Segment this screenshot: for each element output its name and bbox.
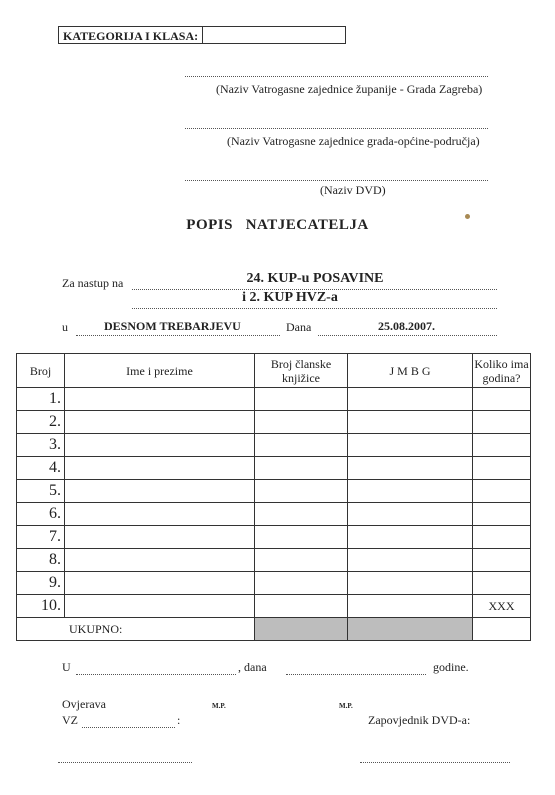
- name-cell[interactable]: [65, 480, 255, 503]
- table-row: [17, 457, 531, 480]
- col-header-broj: Broj: [17, 354, 65, 388]
- name-cell[interactable]: [65, 595, 255, 618]
- competitors-table: [16, 353, 531, 641]
- page-title: POPIS NATJECATELJA: [186, 217, 369, 233]
- category-value-field[interactable]: [203, 27, 345, 43]
- jmbg-cell[interactable]: [348, 480, 473, 503]
- event-label: Za nastup na: [62, 276, 124, 290]
- location-prefix: u: [62, 320, 68, 334]
- member-card-cell[interactable]: [255, 503, 348, 526]
- table-row: [17, 503, 531, 526]
- name-cell[interactable]: [65, 503, 255, 526]
- city-caption: (Naziv Vatrogasne zajednice grada-općine-područja): [227, 134, 480, 148]
- age-cell[interactable]: [473, 457, 531, 480]
- jmbg-cell[interactable]: [348, 526, 473, 549]
- jmbg-cell[interactable]: [348, 503, 473, 526]
- table-row: [17, 388, 531, 411]
- jmbg-cell[interactable]: [348, 595, 473, 618]
- age-cell[interactable]: [473, 480, 531, 503]
- total-row: [17, 618, 531, 641]
- category-label: KATEGORIJA I KLASA:: [59, 27, 203, 43]
- member-card-cell[interactable]: [255, 434, 348, 457]
- age-cell[interactable]: [473, 549, 531, 572]
- col-header-jmbg: J M B G: [348, 354, 473, 388]
- table-row: [17, 595, 531, 618]
- county-line[interactable]: [185, 76, 488, 77]
- age-cell[interactable]: [473, 411, 531, 434]
- name-cell[interactable]: [65, 411, 255, 434]
- name-cell[interactable]: [65, 526, 255, 549]
- col-header-name: Ime i prezime: [65, 354, 255, 388]
- jmbg-cell[interactable]: [348, 411, 473, 434]
- total-gray-cell: [348, 618, 473, 641]
- age-cell[interactable]: [473, 572, 531, 595]
- member-card-cell[interactable]: [255, 480, 348, 503]
- event-name-line1: 24. KUP-u POSAVINE: [246, 271, 384, 286]
- total-age-cell[interactable]: [473, 618, 531, 641]
- member-card-cell[interactable]: [255, 549, 348, 572]
- jmbg-cell[interactable]: [348, 457, 473, 480]
- jmbg-cell[interactable]: [348, 549, 473, 572]
- jmbg-cell[interactable]: [348, 388, 473, 411]
- age-cell[interactable]: [473, 434, 531, 457]
- name-cell[interactable]: [65, 388, 255, 411]
- member-card-cell[interactable]: [255, 595, 348, 618]
- vz-signature-field[interactable]: [82, 727, 175, 728]
- row-number: 2.: [17, 411, 65, 434]
- year-suffix-label: godine.: [433, 660, 469, 674]
- place-field[interactable]: [76, 674, 236, 675]
- vz-colon: :: [177, 713, 181, 727]
- location-rule: [76, 335, 280, 336]
- vz-label: VZ: [62, 713, 78, 727]
- row-number: 7.: [17, 526, 65, 549]
- row-number: 4.: [17, 457, 65, 480]
- table-row: [17, 411, 531, 434]
- stamp-place-left: M.P.: [212, 702, 226, 710]
- date-prefix-label: , dana: [238, 660, 267, 674]
- category-box: [58, 26, 346, 44]
- vz-signature-line[interactable]: [58, 762, 192, 763]
- row-number: 10.: [17, 595, 65, 618]
- member-card-cell[interactable]: [255, 457, 348, 480]
- name-cell[interactable]: [65, 572, 255, 595]
- member-card-cell[interactable]: [255, 388, 348, 411]
- event-date: 25.08.2007.: [378, 319, 435, 333]
- signing-date-field[interactable]: [286, 674, 426, 675]
- row-number: 1.: [17, 388, 65, 411]
- stamp-place-right: M.P.: [339, 702, 353, 710]
- place-label: U: [62, 660, 71, 674]
- member-card-cell[interactable]: [255, 411, 348, 434]
- event-location: DESNOM TREBARJEVU: [104, 319, 241, 333]
- ovjerava-label: Ovjerava: [62, 697, 106, 711]
- commander-label: Zapovjednik DVD-a:: [368, 713, 471, 727]
- commander-signature-line[interactable]: [360, 762, 510, 763]
- col-header-age: Koliko ima godina?: [473, 354, 531, 388]
- total-gray-cell: [255, 618, 348, 641]
- table-row: [17, 549, 531, 572]
- member-card-cell[interactable]: [255, 526, 348, 549]
- row-number: 3.: [17, 434, 65, 457]
- table-row: [17, 434, 531, 457]
- total-label: UKUPNO:: [17, 618, 255, 641]
- dvd-line[interactable]: [185, 180, 488, 181]
- row-number: 8.: [17, 549, 65, 572]
- table-row: [17, 526, 531, 549]
- event-name-line2: i 2. KUP HVZ-a: [242, 290, 338, 305]
- age-cell[interactable]: [473, 503, 531, 526]
- name-cell[interactable]: [65, 457, 255, 480]
- member-card-cell[interactable]: [255, 572, 348, 595]
- age-cell[interactable]: [473, 388, 531, 411]
- row-number: 5.: [17, 480, 65, 503]
- jmbg-cell[interactable]: [348, 434, 473, 457]
- row-number: 6.: [17, 503, 65, 526]
- dvd-caption: (Naziv DVD): [320, 183, 386, 197]
- table-row: [17, 480, 531, 503]
- col-header-member-card: Broj članske knjižice: [255, 354, 348, 388]
- table-row: [17, 572, 531, 595]
- date-label: Dana: [286, 320, 312, 334]
- event-line2-rule: [132, 308, 497, 309]
- county-caption: (Naziv Vatrogasne zajednice županije - Grada Zagreba): [216, 82, 483, 96]
- date-rule: [318, 335, 497, 336]
- name-cell[interactable]: [65, 549, 255, 572]
- name-cell[interactable]: [65, 434, 255, 457]
- row-number: 9.: [17, 572, 65, 595]
- table-header-row: [17, 354, 531, 388]
- city-line[interactable]: [185, 128, 488, 129]
- jmbg-cell[interactable]: [348, 572, 473, 595]
- age-cell-blocked: XXX: [473, 595, 531, 618]
- age-cell[interactable]: [473, 526, 531, 549]
